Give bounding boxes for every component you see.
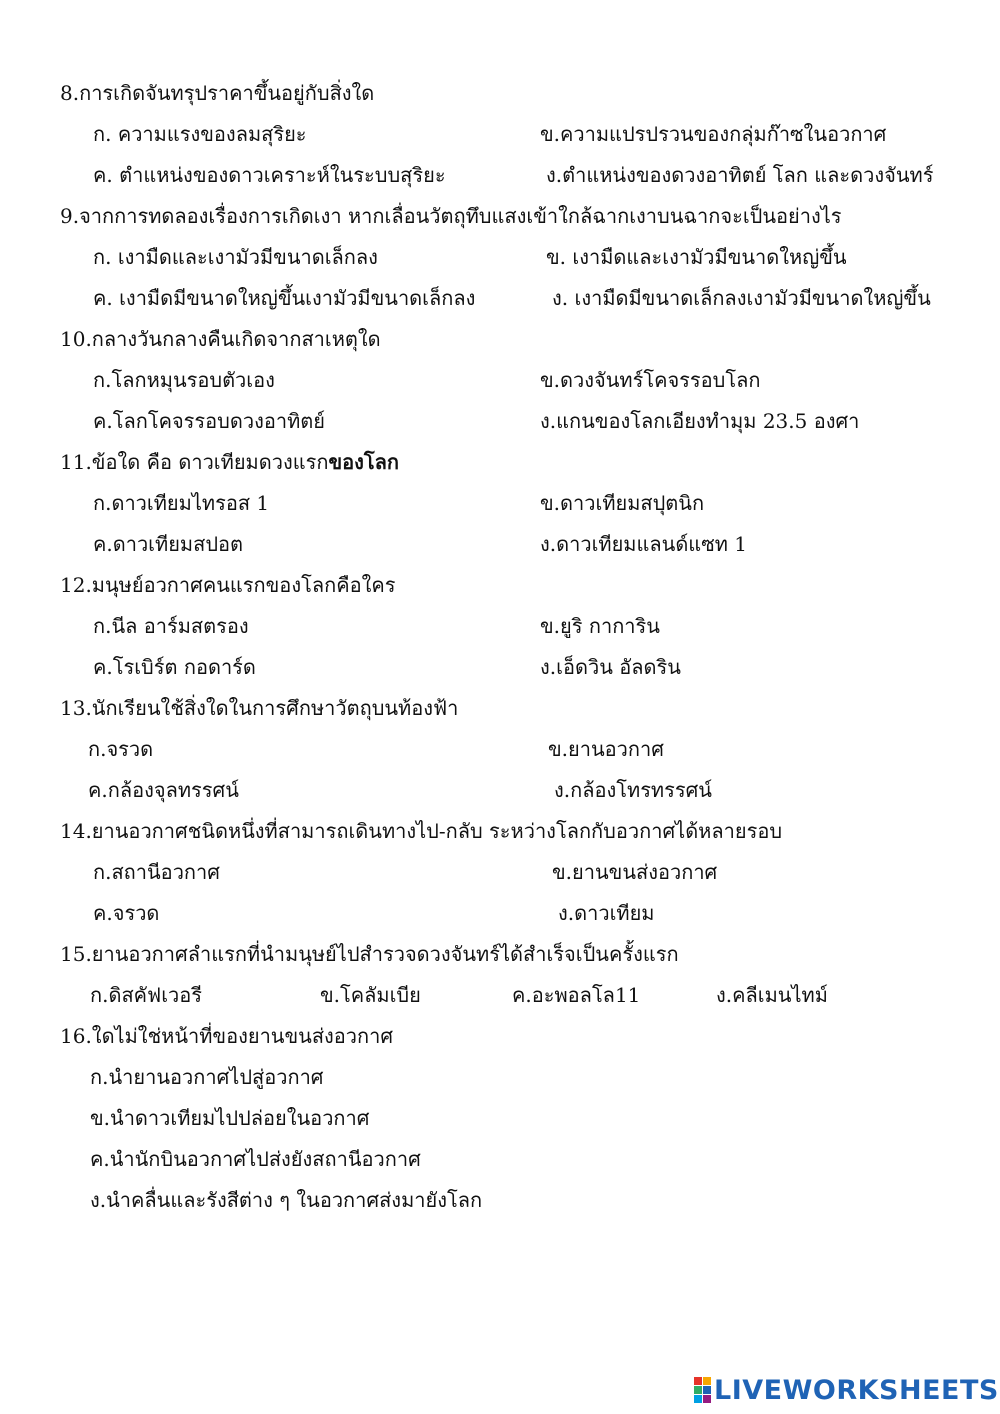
option-11-b[interactable]: ข.ดาวเทียมสปุตนิก: [540, 491, 705, 515]
option-13-c[interactable]: ค.กล้องจุลทรรศน์: [88, 778, 239, 802]
option-15-a[interactable]: ก.ดิสคัฟเวอรี: [90, 983, 203, 1007]
question-11-text: 11.ข้อใด คือ ดาวเทียมดวงแรก: [60, 450, 329, 474]
option-15-b[interactable]: ข.โคลัมเบีย: [320, 983, 421, 1007]
option-14-d[interactable]: ง.ดาวเทียม: [558, 901, 655, 925]
liveworksheets-logo: [694, 1374, 999, 1406]
option-8-d[interactable]: ง.ตำแหน่งของดวงอาทิตย์ โลก และดวงจันทร์: [546, 163, 934, 187]
option-10-a[interactable]: ก.โลกหมุนรอบตัวเอง: [93, 368, 275, 392]
question-11-bold-text: ของโลก: [328, 450, 400, 474]
option-16-b[interactable]: ข.นำดาวเทียมไปปล่อยในอวกาศ: [90, 1106, 370, 1130]
option-16-a[interactable]: ก.นำยานอวกาศไปสู่อวกาศ: [90, 1065, 324, 1089]
option-9-d[interactable]: ง. เงามืดมีขนาดเล็กลงเงามัวมีขนาดใหญ่ขึ้น: [552, 286, 931, 310]
question-14: 14.ยานอวกาศชนิดหนึ่งที่สามารถเดินทางไป-กลับ ระหว่างโลกกับอวกาศได้หลายรอบ: [60, 819, 783, 843]
option-16-d[interactable]: ง.นำคลื่นและรังสีต่าง ๆ ในอวกาศส่งมายังโลก: [90, 1188, 483, 1212]
option-12-b[interactable]: ข.ยูริ กาการิน: [540, 614, 660, 638]
option-14-b[interactable]: ข.ยานขนส่งอวกาศ: [552, 860, 718, 884]
option-9-b[interactable]: ข. เงามืดและเงามัวมีขนาดใหญ่ขึ้น: [546, 245, 847, 269]
question-16: 16.ใดไม่ใช่หน้าที่ของยานขนส่งอวกาศ: [60, 1024, 394, 1048]
option-9-a[interactable]: ก. เงามืดและเงามัวมีขนาดเล็กลง: [93, 245, 378, 269]
option-12-c[interactable]: ค.โรเบิร์ต กอดาร์ด: [93, 655, 256, 679]
option-10-b[interactable]: ข.ดวงจันทร์โคจรรอบโลก: [540, 368, 761, 392]
option-14-c[interactable]: ค.จรวด: [93, 901, 160, 925]
question-13: 13.นักเรียนใช้สิ่งใดในการศึกษาวัตถุบนท้องฟ้า: [60, 696, 459, 720]
question-8: 8.การเกิดจันทรุปราคาขึ้นอยู่กับสิ่งใด: [60, 81, 375, 105]
question-9: 9.จากการทดลองเรื่องการเกิดเงา หากเลื่อนวัตถุทึบแสงเข้าใกล้ฉากเงาบนฉากจะเป็นอย่างไร: [60, 204, 842, 228]
question-10: 10.กลางวันกลางคืนเกิดจากสาเหตุใด: [60, 327, 381, 351]
option-8-c[interactable]: ค. ตำแหน่งของดาวเคราะห์ในระบบสุริยะ: [93, 163, 446, 187]
option-9-c[interactable]: ค. เงามืดมีขนาดใหญ่ขึ้นเงามัวมีขนาดเล็กลง: [93, 286, 476, 310]
option-11-c[interactable]: ค.ดาวเทียมสปอต: [93, 532, 244, 556]
option-8-a[interactable]: ก. ความแรงของลมสุริยะ: [93, 122, 307, 146]
option-15-d[interactable]: ง.คลีเมนไทม์: [716, 983, 828, 1007]
option-12-a[interactable]: ก.นีล อาร์มสตรอง: [93, 614, 249, 638]
option-11-d[interactable]: ง.ดาวเทียมแลนด์แซท 1: [540, 532, 748, 556]
question-11: [60, 449, 399, 475]
option-15-c[interactable]: ค.อะพอลโล11: [512, 983, 641, 1007]
question-12: 12.มนุษย์อวกาศคนแรกของโลกคือใคร: [60, 573, 396, 597]
option-13-b[interactable]: ข.ยานอวกาศ: [548, 737, 664, 761]
question-15: 15.ยานอวกาศลำแรกที่นำมนุษย์ไปสำรวจดวงจันทร์ได้สำเร็จเป็นครั้งแรก: [60, 942, 679, 966]
option-10-d[interactable]: ง.แกนของโลกเอียงทำมุม 23.5 องศา: [540, 409, 860, 433]
option-16-c[interactable]: ค.นำนักบินอวกาศไปส่งยังสถานีอวกาศ: [90, 1147, 421, 1171]
option-14-a[interactable]: ก.สถานีอวกาศ: [93, 860, 220, 884]
option-11-a[interactable]: ก.ดาวเทียมไทรอส 1: [93, 491, 270, 515]
option-12-d[interactable]: ง.เอ็ดวิน อัลดริน: [540, 655, 681, 679]
option-13-d[interactable]: ง.กล้องโทรทรรศน์: [554, 778, 712, 802]
liveworksheets-brand-text: LIVEWORKSHEETS: [714, 1374, 999, 1406]
liveworksheets-logo-icon: [694, 1377, 712, 1403]
option-13-a[interactable]: ก.จรวด: [88, 737, 154, 761]
option-8-b[interactable]: ข.ความแปรปรวนของกลุ่มก๊าซในอวกาศ: [540, 122, 887, 146]
option-10-c[interactable]: ค.โลกโคจรรอบดวงอาทิตย์: [93, 409, 325, 433]
